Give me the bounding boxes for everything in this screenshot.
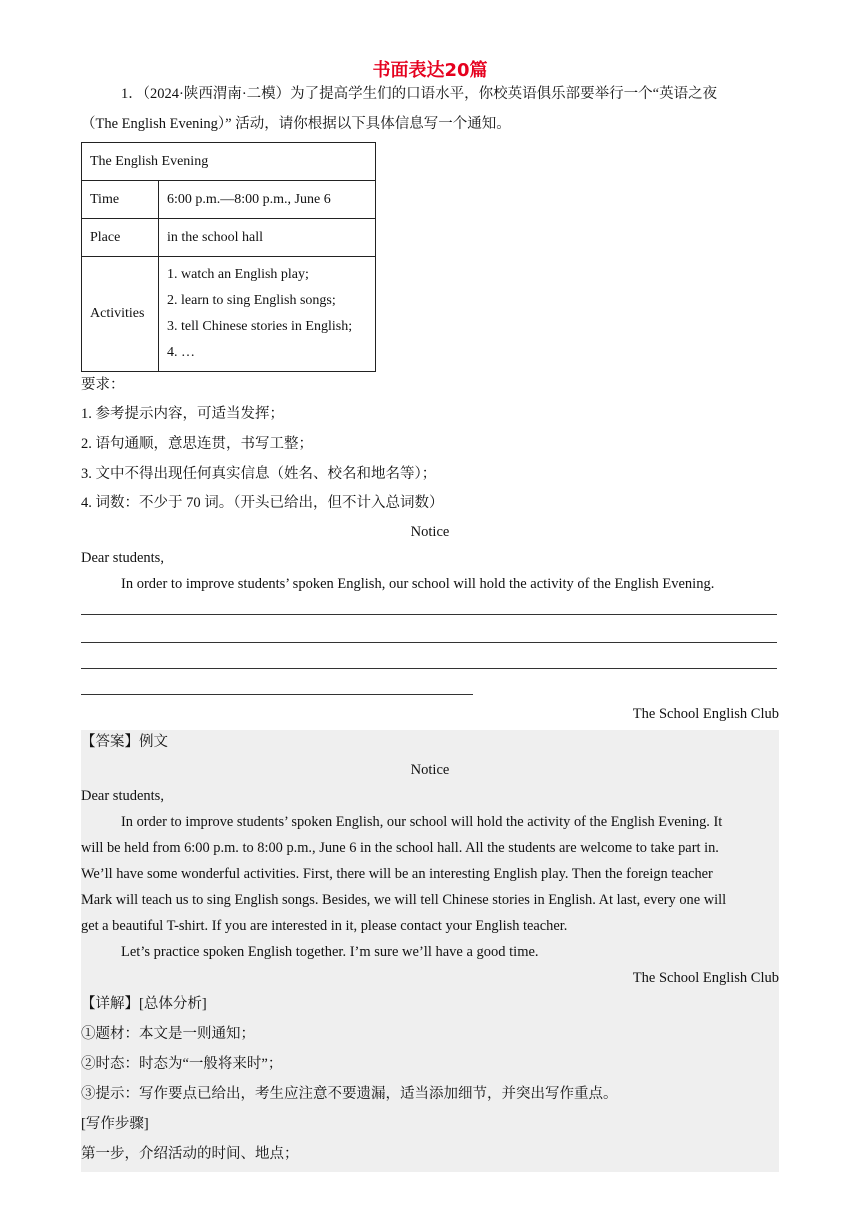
activities-label: Activities (82, 257, 159, 372)
answer-notice-title: Notice (410, 762, 450, 778)
notice-title: Notice (410, 524, 450, 540)
explanation-label (81, 994, 779, 1014)
explanation-point: ①题材：本文是一则通知； (81, 1026, 255, 1042)
time-value: 6:00 p.m.—8:00 p.m., June 6 (159, 181, 376, 219)
place-value: in the school hall (159, 219, 376, 257)
info-table (81, 142, 376, 372)
requirement-item: 3. 文中不得出现任何真实信息（姓名、校名和地名等）； (81, 466, 437, 482)
answer-closing: Let’s practice spoken English together. I’m sure we’ll have a good time. (121, 944, 539, 960)
activity-item: 1. watch an English play; (167, 267, 309, 282)
answer-label (81, 732, 779, 752)
activities-cell (159, 257, 376, 372)
question-line-2: （The English Evening）” 活动，请你根据以下具体信息写一个通知。 (81, 116, 511, 132)
answer-bracket-label: 【答案】 (81, 734, 139, 750)
answer-line: will be held from 6:00 p.m. to 8:00 p.m., June 6 in the school hall. All the students are welcome to take part in. (81, 840, 719, 856)
notice-opening: In order to improve students’ spoken English, our school will hold the activity of the English Evening. (121, 576, 715, 592)
answer-line: get a beautiful T-shirt. If you are interested in it, please contact your English teacher. (81, 918, 568, 934)
explanation-point: ②时态：时态为“一般将来时”； (81, 1056, 283, 1072)
table-header: The English Evening (82, 143, 376, 181)
answer-line: We’ll have some wonderful activities. First, there will be an interesting English play. Then the foreign teacher (81, 866, 713, 882)
answer-blank-line (81, 614, 777, 615)
explanation-bracket-label: 【详解】 (81, 996, 139, 1012)
answer-line: Mark will teach us to sing English songs. Besides, we will tell Chinese stories in English. At last, every one will (81, 892, 727, 908)
answer-signature: The School English Club (632, 970, 779, 986)
activity-item: 2. learn to sing English songs; (167, 293, 336, 308)
requirement-item: 4. 词数：不少于 70 词。（开头已给出，但不计入总词数） (81, 495, 444, 511)
answer-label-text: 例文 (139, 734, 168, 750)
requirement-item: 1. 参考提示内容，可适当发挥； (81, 406, 284, 422)
answer-line: In order to improve students’ spoken English, our school will hold the activity of the English Evening. It (121, 814, 723, 830)
explanation-label-text: [总体分析] (139, 996, 207, 1012)
question-line-1: 1．（2024·陕西渭南·二模）为了提高学生们的口语水平，你校英语俱乐部要举行一个“英语之夜 (121, 86, 718, 102)
notice-signature: The School English Club (632, 706, 779, 722)
greeting: Dear students, (81, 550, 164, 566)
page-title: 书面表达20篇 (372, 60, 488, 81)
activity-item: 3. tell Chinese stories in English; (167, 319, 353, 334)
answer-greeting: Dear students, (81, 788, 164, 804)
activity-item: 4. … (167, 345, 195, 360)
steps-heading: [写作步骤] (81, 1116, 149, 1132)
explanation-point: ③提示：写作要点已给出，考生应注意不要遗漏，适当添加细节，并突出写作重点。 (81, 1086, 618, 1102)
answer-blank-line (81, 694, 473, 695)
answer-blank-line (81, 668, 777, 669)
answer-blank-line (81, 642, 777, 643)
place-label: Place (82, 219, 159, 257)
requirement-item: 2. 语句通顺，意思连贯，书写工整； (81, 436, 313, 452)
time-label: Time (82, 181, 159, 219)
step-item: 第一步，介绍活动的时间、地点； (81, 1146, 299, 1162)
requirements-heading: 要求： (81, 377, 125, 393)
